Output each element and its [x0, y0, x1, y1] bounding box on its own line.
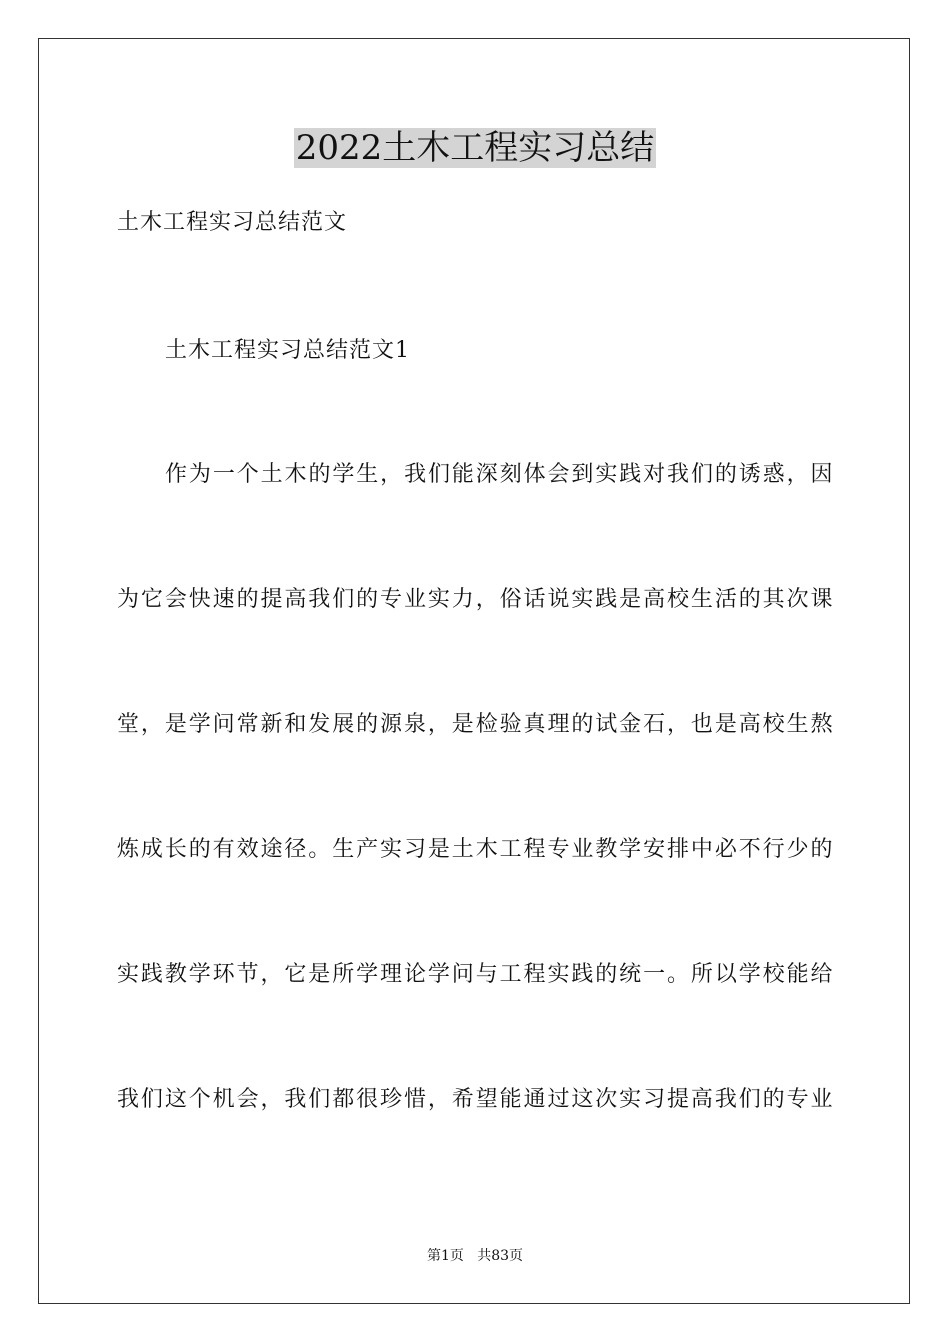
document-subtitle: 土木工程实习总结范文: [117, 210, 348, 235]
body-line: 炼成长的有效途径。生产实习是土木工程专业教学安排中必不行少的: [117, 837, 833, 862]
section-heading: 土木工程实习总结范文1: [165, 338, 410, 363]
body-line: 为它会快速的提高我们的专业实力，俗话说实践是高校生活的其次课: [117, 587, 833, 612]
body-line: 我们这个机会，我们都很珍惜，希望能通过这次实习提高我们的专业: [117, 1087, 833, 1112]
document-title: 2022土木工程实习总结: [295, 128, 655, 168]
title-container: [0, 128, 950, 168]
page-footer: 第1页 共83页: [426, 1248, 524, 1264]
body-line: 堂，是学问常新和发展的源泉，是检验真理的试金石，也是高校生熬: [117, 712, 833, 737]
body-line: 实践教学环节，它是所学理论学问与工程实践的统一。所以学校能给: [117, 962, 833, 987]
body-line: 作为一个土木的学生，我们能深刻体会到实践对我们的诱惑，因: [165, 462, 833, 487]
